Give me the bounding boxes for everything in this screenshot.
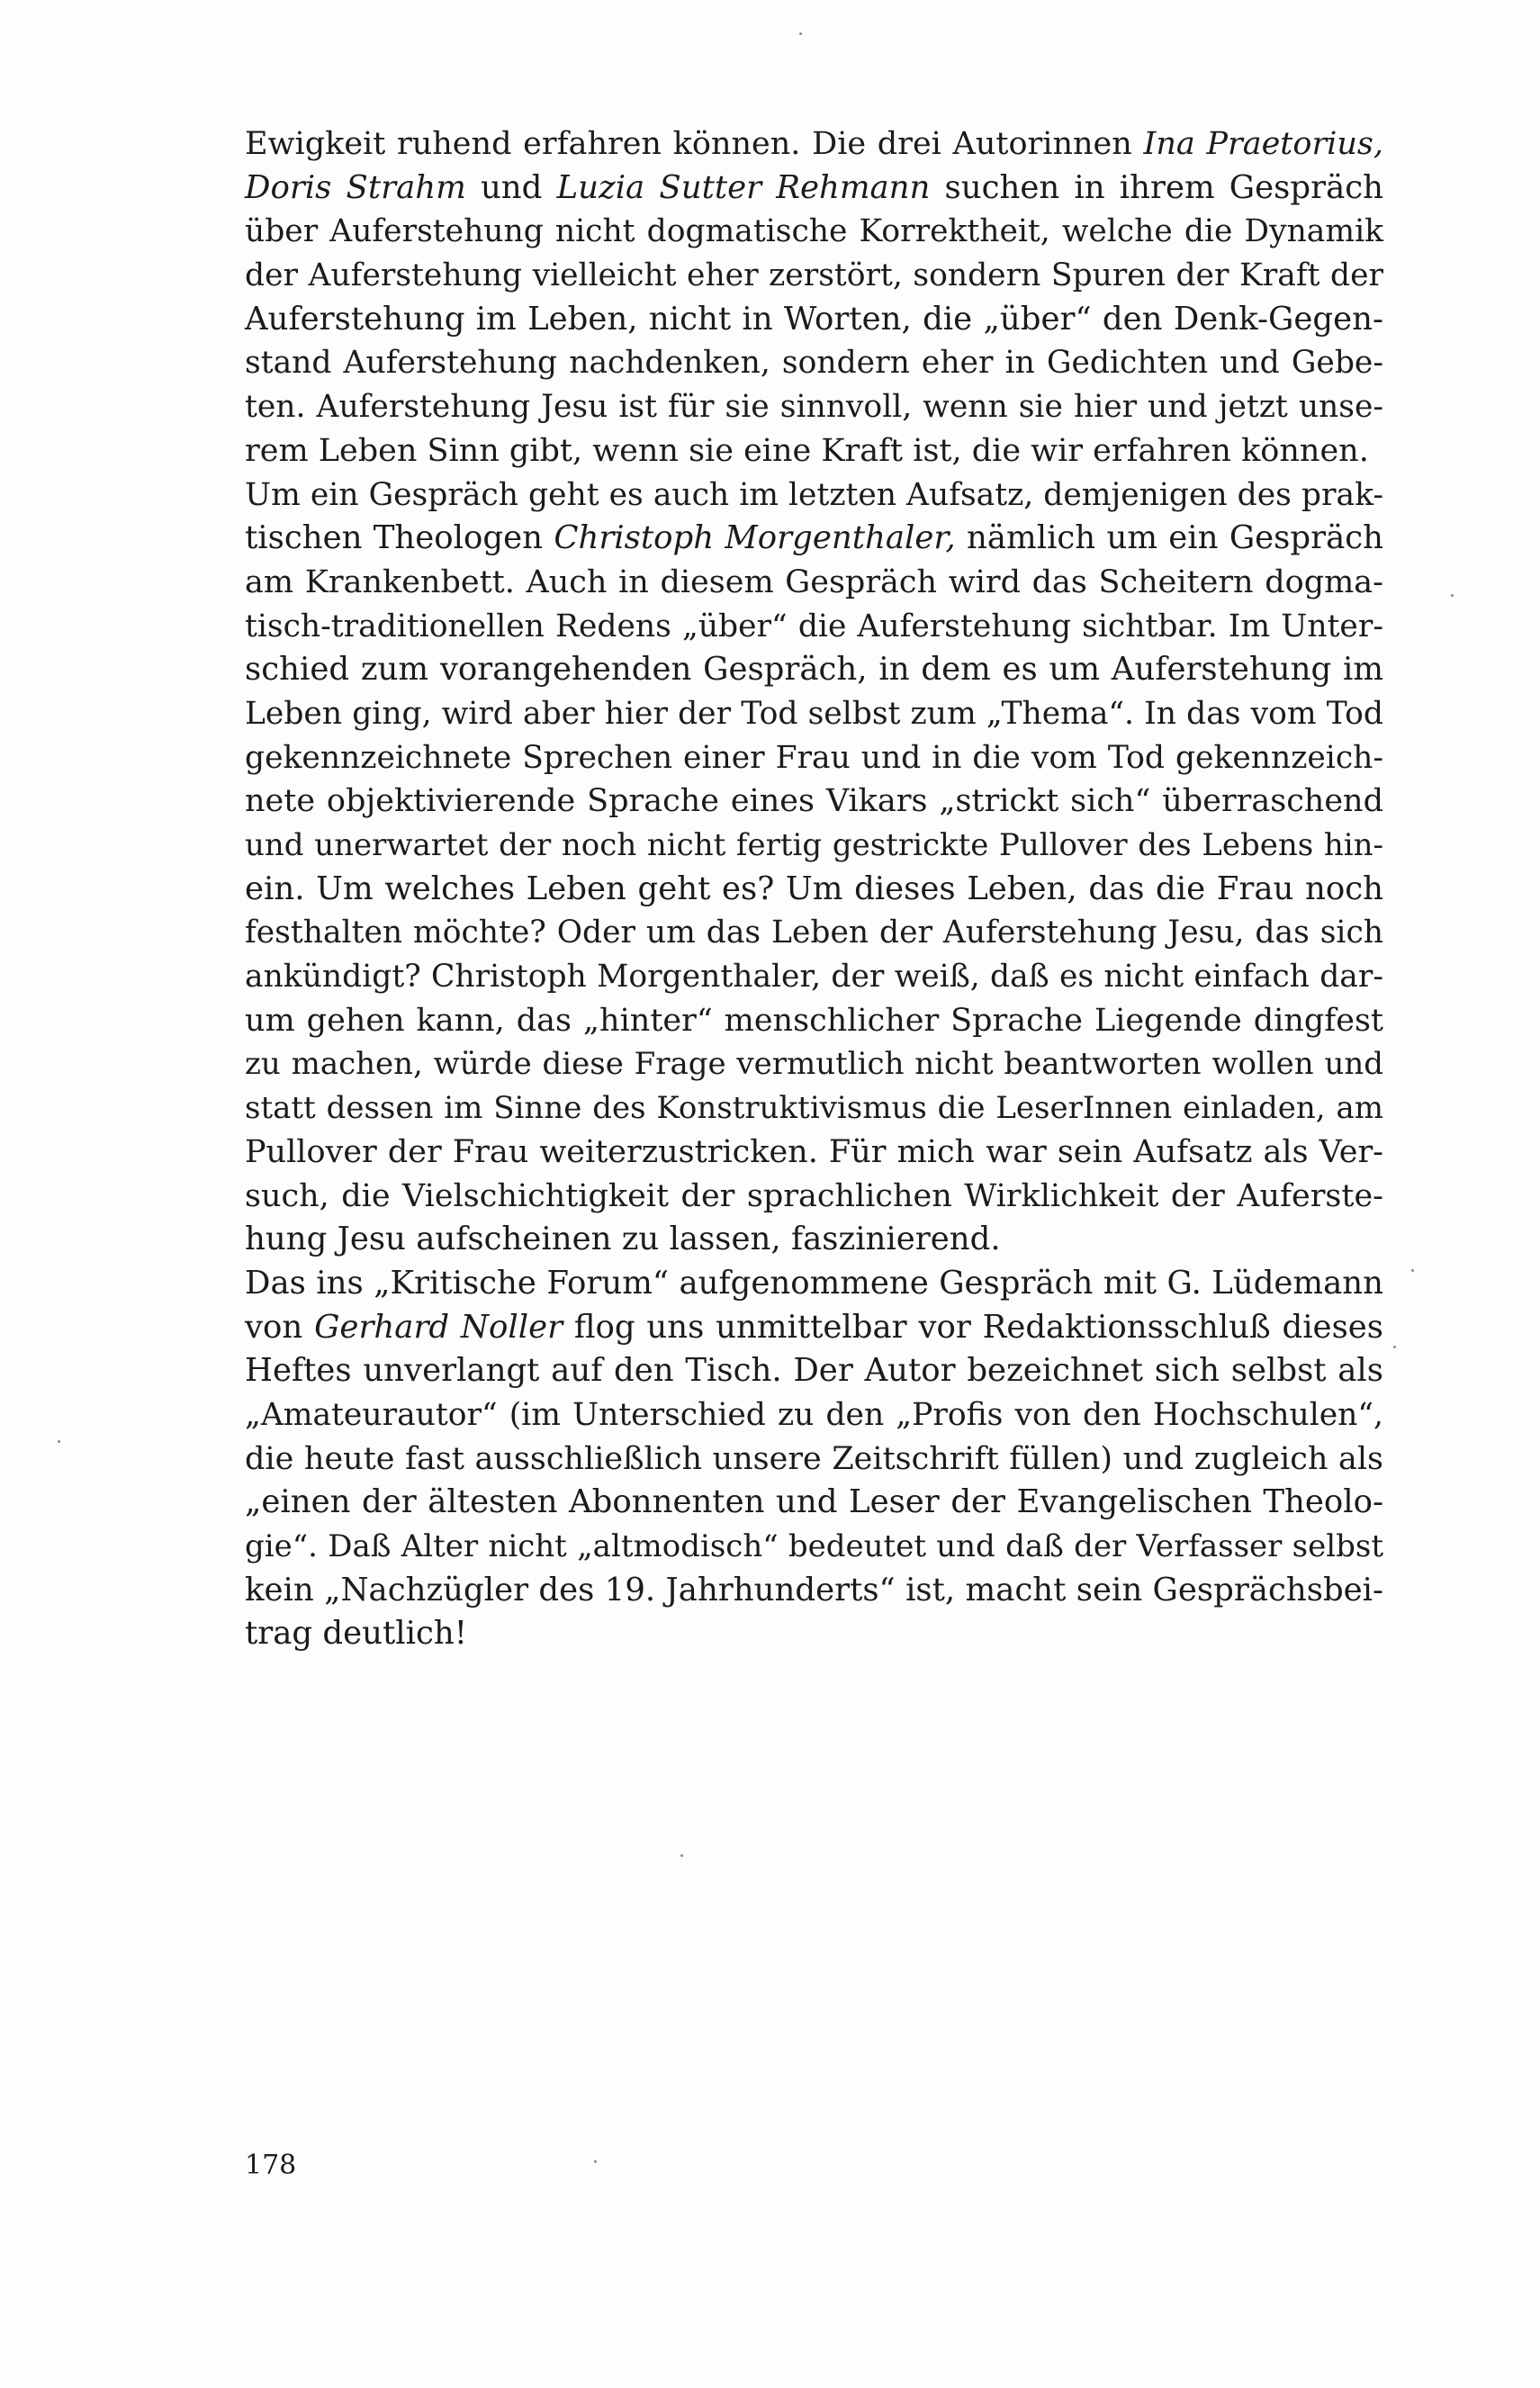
text-line [245, 298, 1383, 342]
text-segment: ein. Um welches Leben geht es? Um dieses Leben, das die Frau noch [245, 870, 1383, 907]
page-number: 178 [245, 2149, 297, 2181]
scan-speck [58, 1440, 60, 1443]
text-line [245, 167, 1383, 211]
text-segment: Heftes unverlangt auf den Tisch. Der Autor bezeichnet sich selbst als [245, 1352, 1383, 1390]
text-line [245, 473, 1383, 518]
text-segment: und [465, 168, 557, 206]
text-line [245, 736, 1383, 780]
text-segment: Pullover der Frau weiterzustricken. Für mich war sein Aufsatz als Ver- [245, 1133, 1384, 1170]
text-segment: statt dessen im Sinne des Konstruktivismus die LeserInnen einladen, am [245, 1090, 1383, 1127]
text-segment: such, die Vielschichtigkeit der sprachlichen Wirklichkeit der Auferste- [245, 1177, 1383, 1214]
text-segment: tisch-traditionellen Redens „über“ die Auferstehung sichtbar. Im Unter- [245, 608, 1383, 644]
text-line [245, 429, 1383, 473]
italic-name: Doris Strahm [245, 168, 466, 206]
text-line [245, 1349, 1383, 1393]
text-line [245, 341, 1383, 385]
body-text [245, 122, 1383, 1656]
text-line [245, 122, 1383, 167]
text-segment: der Auferstehung vielleicht eher zerstört, sondern Spuren der Kraft der [245, 257, 1383, 294]
text-segment: hung Jesu aufscheinen zu lassen, faszinierend. [245, 1221, 1001, 1258]
text-segment: suchen in ihrem Gespräch [930, 168, 1383, 206]
italic-name: Ina Praetorius, [1143, 126, 1383, 162]
text-segment: nete objektivierende Sprache eines Vikars „strickt sich“ überraschend [245, 783, 1384, 820]
text-line [245, 1086, 1383, 1131]
text-segment: Ewigkeit ruhend erfahren können. Die drei Autorinnen [245, 126, 1144, 162]
text-line [245, 824, 1383, 868]
text-line [245, 385, 1383, 429]
text-segment: „einen der ältesten Abonnenten und Leser der Evangelischen Theolo- [245, 1483, 1384, 1521]
text-line [245, 648, 1383, 692]
text-line [245, 955, 1383, 999]
scan-speck [1393, 1346, 1396, 1348]
text-segment: ankündigt? Christoph Morgenthaler, der weiß, daß es nicht einfach dar- [245, 959, 1383, 996]
text-line [245, 911, 1383, 955]
text-segment: nämlich um ein Gespräch [955, 519, 1384, 557]
text-segment: rem Leben Sinn gibt, wenn sie eine Kraft ist, die wir erfahren können. [245, 432, 1369, 469]
scan-speck [1451, 594, 1454, 597]
scan-speck [799, 32, 802, 35]
scan-speck [1411, 1269, 1414, 1272]
italic-name: Gerhard Noller [314, 1308, 563, 1346]
text-segment: festhalten möchte? Oder um das Leben der Auferstehung Jesu, das sich [245, 915, 1383, 951]
text-segment: „Amateurautor“ (im Unterschied zu den „Profis von den Hochschulen“, [245, 1396, 1383, 1433]
text-line [245, 1437, 1383, 1482]
text-segment: um gehen kann, das „hinter“ menschlicher Sprache Liegende dingfest [245, 1002, 1383, 1039]
text-line [245, 1131, 1383, 1175]
text-line [245, 1042, 1383, 1086]
text-segment: trag deutlich! [245, 1615, 467, 1653]
text-line [245, 868, 1383, 912]
text-segment: ten. Auferstehung Jesu ist für sie sinnvoll, wenn sie hier und jetzt unse- [245, 389, 1384, 426]
text-segment: und unerwartet der noch nicht fertig gestrickte Pullover des Lebens hin- [245, 827, 1384, 863]
text-segment: Auferstehung im Leben, nicht in Worten, die „über“ den Denk-Gegen- [245, 300, 1383, 338]
italic-name: Christoph Morgenthaler, [554, 519, 956, 557]
text-segment: gekennzeichnete Sprechen einer Frau und in die vom Tod gekennzeich- [245, 739, 1384, 776]
text-segment: tischen Theologen [245, 519, 554, 557]
text-segment: gie“. Daß Alter nicht „altmodisch“ bedeutet und daß der Verfasser selbst [245, 1528, 1383, 1564]
scan-speck [680, 1854, 683, 1857]
text-line [245, 1218, 1383, 1262]
text-line [245, 1306, 1383, 1350]
scan-speck [594, 2160, 597, 2163]
text-segment: von [245, 1308, 315, 1346]
text-segment: flog uns unmittelbar vor Redaktionsschluß dieses [563, 1308, 1384, 1346]
text-segment: Das ins „Kritische Forum“ aufgenommene Gespräch mit G. Lüdemann [245, 1264, 1383, 1302]
text-line [245, 1481, 1383, 1525]
text-segment: zu machen, würde diese Frage vermutlich nicht beantworten wollen und [245, 1046, 1384, 1083]
text-line [245, 1393, 1383, 1437]
text-segment: Leben ging, wird aber hier der Tod selbst zum „Thema“. In das vom Tod [245, 695, 1383, 732]
text-line [245, 1612, 1383, 1656]
italic-name: Luzia Sutter Rehmann [556, 168, 931, 206]
text-line [245, 605, 1383, 649]
text-line [245, 1525, 1383, 1569]
text-segment: schied zum vorangehenden Gespräch, in dem es um Auferstehung im [245, 651, 1384, 689]
text-line [245, 779, 1383, 824]
text-segment: stand Auferstehung nachdenken, sondern eher in Gedichten und Gebe- [245, 345, 1383, 382]
text-segment: am Krankenbett. Auch in diesem Gespräch wird das Scheitern dogma- [245, 563, 1383, 600]
text-line [245, 1175, 1383, 1219]
text-line [245, 561, 1383, 605]
text-line [245, 517, 1383, 561]
text-line [245, 254, 1383, 298]
text-line [245, 210, 1383, 254]
text-segment: die heute fast ausschließlich unsere Zeitschrift füllen) und zugleich als [245, 1440, 1383, 1477]
text-segment: Um ein Gespräch geht es auch im letzten Aufsatz, demjenigen des prak- [245, 476, 1384, 513]
text-line [245, 1262, 1383, 1306]
text-line [245, 999, 1383, 1043]
text-line [245, 1569, 1383, 1613]
text-segment: über Auferstehung nicht dogmatische Korrektheit, welche die Dynamik [245, 213, 1384, 250]
text-segment: kein „Nachzügler des 19. Jahrhunderts“ ist, macht sein Gesprächsbei- [245, 1571, 1384, 1609]
text-line [245, 692, 1383, 736]
